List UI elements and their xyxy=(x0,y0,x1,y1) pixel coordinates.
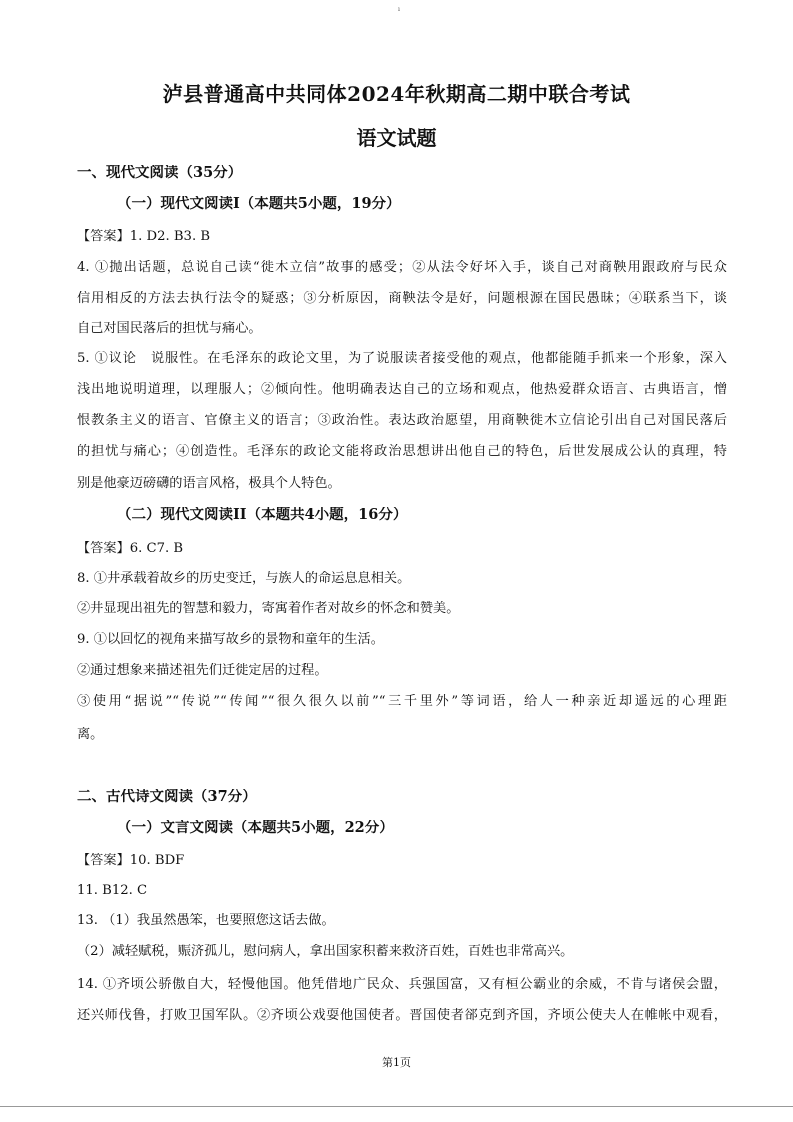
text-line: 14. ①齐顷公骄傲自大，轻慢他国。他凭借地广民众、兵强国富，又有桓公霸业的余威，不肯与诸侯会盟， xyxy=(77,977,727,992)
text-line: 恨教条主义的语言、官僚主义的语言；③政治性。表达政治愿望，用商鞅徙木立信论引出自己对国民落后 xyxy=(77,413,727,428)
answer-line: 【答案】6. C7. B xyxy=(77,541,184,556)
answer-line: 【答案】10. BDF xyxy=(77,853,185,868)
subject-title: 语文试题 xyxy=(356,126,437,150)
text-line: 信用相反的方法去执行法令的疑惑；③分析原因，商鞅法令是好，问题根源在国民愚昧；④联系当下，谈 xyxy=(77,291,727,306)
text-line: 5. ①议论 说服性。在毛泽东的政论文里，为了说服读者接受他的观点，他都能随手抓来一个形象，深入 xyxy=(77,351,727,366)
answer-line: 【答案】1. D2. B3. B xyxy=(77,229,211,244)
text-line: 8. ①井承载着故乡的历史变迁，与族人的命运息息相关。 xyxy=(77,571,411,586)
text-line: 13. （1）我虽然愚笨，也要照您这话去做。 xyxy=(77,913,335,928)
text-line: 自己对国民落后的担忧与痛心。 xyxy=(77,321,262,336)
text-line: 4. ①抛出话题，总说自己读“徙木立信”故事的感受；②从法令好坏入手，谈自己对商鞅用跟政府与民众 xyxy=(77,260,727,275)
text-line: 还兴师伐鲁，打败卫国军队。②齐顷公戏耍他国使者。晋国使者郤克到齐国，齐顷公使夫人在帷帐中观看， xyxy=(77,1008,727,1023)
subsection-heading-1-2: （二）现代文阅读II（本题共4小题，16分） xyxy=(117,507,408,523)
text-line: 离。 xyxy=(77,727,104,742)
exam-title: 泸县普通高中共同体2024年秋期高二期中联合考试 xyxy=(162,82,631,106)
text-line: ③使用“据说”“传说”“传闻”“很久很久以前”“三千里外”等词语，给人一种亲近却遥远的心理距 xyxy=(77,694,727,709)
text-line: ②通过想象来描述祖先们迁徙定居的过程。 xyxy=(77,663,328,678)
text-line: 别是他豪迈磅礴的语言风格，极具个人特色。 xyxy=(77,476,341,491)
bottom-divider xyxy=(0,1106,793,1107)
text-line: （2）减轻赋税，赈济孤儿，慰问病人，拿出国家积蓄来救济百姓，百姓也非常高兴。 xyxy=(77,944,574,959)
section-heading-2: 二、古代诗文阅读（37分） xyxy=(77,789,257,805)
text-line: ②井显现出祖先的智慧和毅力，寄寓着作者对故乡的怀念和赞美。 xyxy=(77,601,460,616)
section-heading-1: 一、现代文阅读（35分） xyxy=(77,165,243,181)
text-line: 的担忧与痛心；④创造性。毛泽东的政论文能将政治思想讲出他自己的特色，后世发展成公认的真理，特 xyxy=(77,444,727,459)
text-line: 9. ①以回忆的视角来描写故乡的景物和童年的生活。 xyxy=(77,632,384,647)
top-mark: ı xyxy=(398,6,400,13)
text-line: 浅出地说明道理，以理服人；②倾向性。他明确表达自己的立场和观点，他热爱群众语言、古典语言，憎 xyxy=(77,382,727,397)
page-number: 第1页 xyxy=(382,1056,411,1069)
subsection-heading-2-1: （一）文言文阅读（本题共5小题，22分） xyxy=(117,820,394,836)
subsection-heading-1-1: （一）现代文阅读Ⅰ（本题共5小题，19分） xyxy=(117,196,401,212)
answer-line: 11. B12. C xyxy=(77,883,148,898)
